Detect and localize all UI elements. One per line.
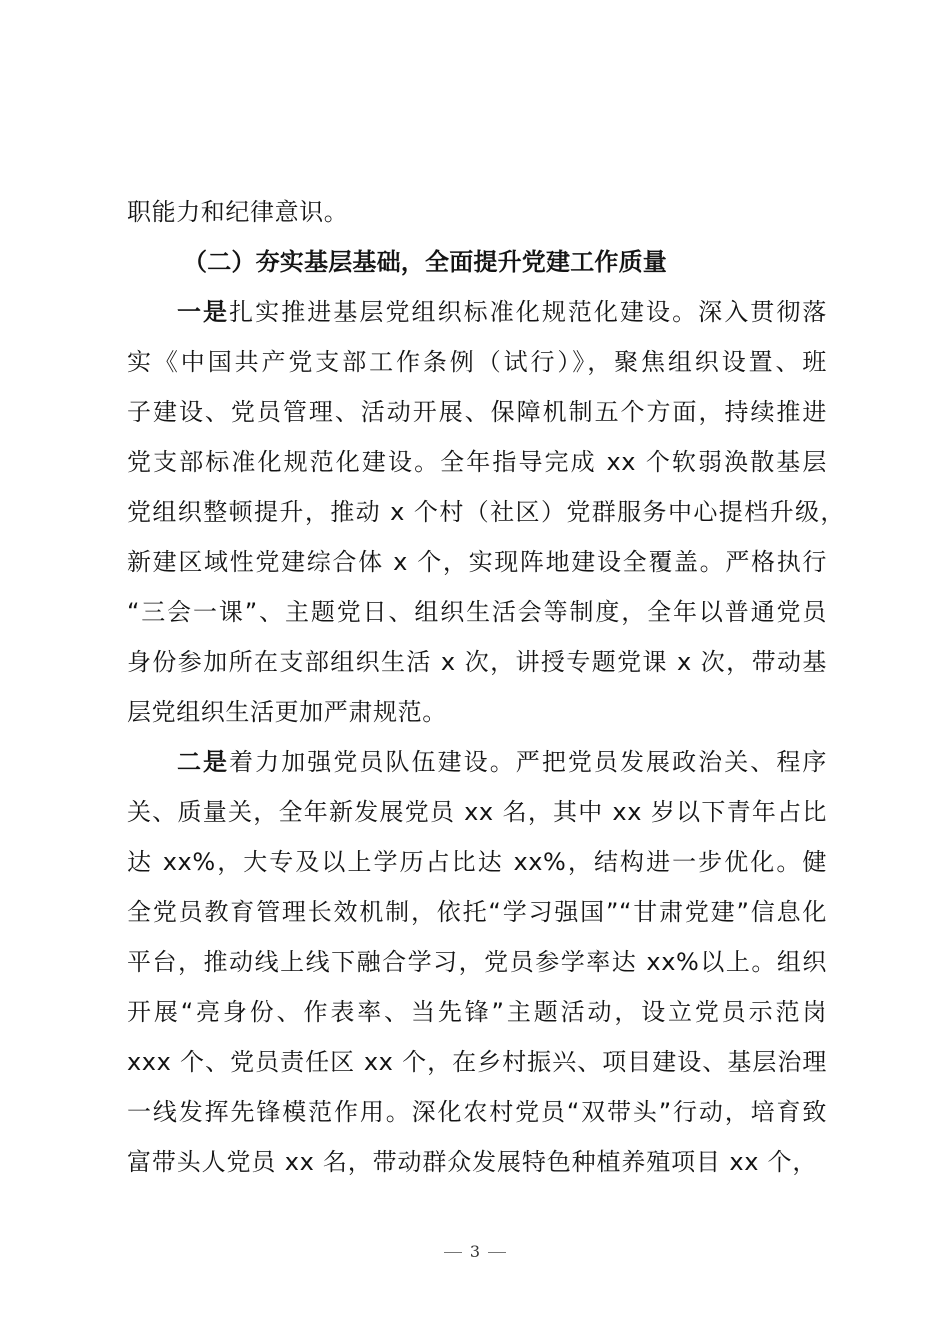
paragraph-line bbox=[127, 837, 827, 887]
line-text: 关、质量关，全年新发展党员 xx 名，其中 xx 岁以下青年占比 bbox=[127, 798, 827, 826]
line-text: 一线发挥先锋模范作用。深化农村党员“双带头”行动，培育致 bbox=[127, 1098, 827, 1126]
line-text: 平台，推动线上线下融合学习，党员参学率达 xx%以上。组织 bbox=[127, 948, 827, 976]
line-text: 着力加强党员队伍建设。严把党员发展政治关、程序 bbox=[229, 748, 827, 776]
lead-label: 一是 bbox=[177, 298, 230, 326]
page-number: 3 bbox=[469, 1242, 481, 1261]
page-footer bbox=[0, 1242, 950, 1261]
paragraph-line bbox=[127, 487, 845, 537]
paragraph-line bbox=[127, 1087, 827, 1137]
paragraph-line bbox=[127, 437, 827, 487]
line-text: 新建区域性党建综合体 x 个，实现阵地建设全覆盖。严格执行 bbox=[127, 548, 827, 576]
line-text: 子建设、党员管理、活动开展、保障机制五个方面，持续推进 bbox=[127, 398, 827, 426]
dash-right bbox=[488, 1252, 506, 1253]
paragraph-line bbox=[127, 937, 827, 987]
line-text: xxx 个、党员责任区 xx 个，在乡村振兴、项目建设、基层治理 bbox=[127, 1048, 827, 1076]
paragraph-line bbox=[127, 787, 827, 837]
paragraph-line bbox=[177, 287, 827, 337]
paragraph-line bbox=[127, 637, 827, 687]
paragraph-line bbox=[127, 537, 827, 587]
line-text: 党组织整顿提升，推动 x 个村（社区）党群服务中心提档升级， bbox=[127, 498, 845, 526]
paragraph-line bbox=[177, 737, 827, 787]
line-text: 富带头人党员 xx 名，带动群众发展特色种植养殖项目 xx 个， bbox=[127, 1148, 817, 1176]
paragraph-line bbox=[127, 687, 827, 737]
paragraph-line bbox=[127, 187, 827, 237]
paragraph-line bbox=[127, 987, 827, 1037]
line-text: 实《中国共产党支部工作条例（试行）》，聚焦组织设置、班 bbox=[127, 348, 827, 376]
line-text: 达 xx%，大专及以上学历占比达 xx%，结构进一步优化。健 bbox=[127, 848, 827, 876]
heading-text: （二）夯实基层基础，全面提升党建工作质量 bbox=[183, 248, 667, 276]
paragraph-line bbox=[127, 1137, 817, 1187]
paragraph-line bbox=[127, 587, 827, 637]
dash-left bbox=[444, 1252, 462, 1253]
paragraph-line bbox=[127, 387, 827, 437]
line-text: 身份参加所在支部组织生活 x 次，讲授专题党课 x 次，带动基 bbox=[127, 648, 827, 676]
line-text: “三会一课”、主题党日、组织生活会等制度，全年以普通党员 bbox=[127, 598, 827, 626]
line-text: 党支部标准化规范化建设。全年指导完成 xx 个软弱涣散基层 bbox=[127, 448, 827, 476]
line-text: 全党员教育管理长效机制，依托“学习强国”“甘肃党建”信息化 bbox=[127, 898, 827, 926]
line-text: 层党组织生活更加严肃规范。 bbox=[127, 698, 447, 726]
lead-label: 二是 bbox=[177, 748, 230, 776]
section-heading bbox=[183, 237, 703, 287]
line-text: 扎实推进基层党组织标准化规范化建设。深入贯彻落 bbox=[229, 298, 827, 326]
paragraph-line bbox=[127, 337, 827, 387]
line-text: 职能力和纪律意识。 bbox=[127, 198, 349, 226]
paragraph-line bbox=[127, 1037, 827, 1087]
line-text: 开展“亮身份、作表率、当先锋”主题活动，设立党员示范岗 bbox=[127, 998, 827, 1026]
paragraph-line bbox=[127, 887, 827, 937]
